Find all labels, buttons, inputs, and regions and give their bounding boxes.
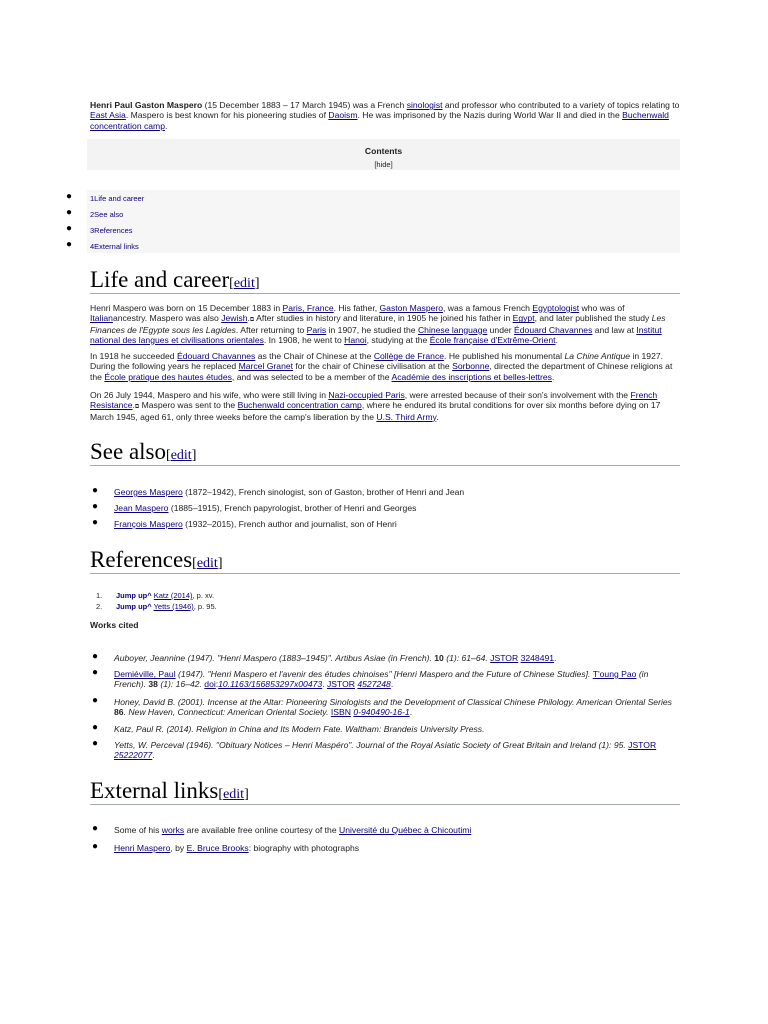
link-gaston-maspero[interactable]: Gaston Maspero (379, 303, 444, 313)
bullet-icon: ● (92, 651, 99, 662)
bullet-icon: ● (92, 823, 99, 834)
edit-section-link: [edit] (229, 276, 260, 291)
link-buchenwald[interactable]: Buchenwald concentration camp (90, 110, 669, 131)
list-item: ● Demiéville, Paul (1947). "Henri Maspero et l'avenir des études chinoises" [Henri Maspero and the Future of Chinese Studies]. T'oung Pao (in French). 38 (1): 16–42. doi:10.1163/156853297x00473. JSTOR 4527248. (92, 667, 649, 690)
external-link-icon: ⧉ (249, 317, 255, 324)
link-uqac[interactable]: Université du Québec à Chicoutimi (339, 825, 472, 835)
link-buchenwald[interactable]: Buchenwald concentration camp (237, 400, 362, 411)
link-edouard-chavannes[interactable]: Édouard Chavannes (176, 351, 256, 361)
toc-item-references[interactable]: ● 3References (66, 223, 133, 235)
link-jstor-id[interactable]: 25222077 (114, 750, 153, 761)
link-jean-maspero[interactable]: Jean Maspero (114, 503, 169, 513)
link-french-resistance[interactable]: French Resistance (90, 390, 658, 411)
list-item: ● Auboyer, Jeannine (1947). "Henri Maspero (1883–1945)". Artibus Asiae (in French). 10 (1): 61–64. JSTOR 3248491. (92, 651, 557, 663)
link-daoism[interactable]: Daoism (328, 110, 358, 121)
link-toung-pao[interactable]: T'oung Pao (592, 669, 637, 679)
reference-note: 1. Jump up^ Katz (2014), p. xv. (96, 591, 215, 600)
bullet-icon: ● (92, 485, 99, 496)
link-demieville[interactable]: Demiéville, Paul (114, 669, 176, 679)
life-paragraph-3: On 26 July 1944, Maspero and his wife, who were still living in Nazi-occupied Paris, were arrested because of their son's involvement with the French Resistance.⧉ Maspero was sent to the Buchenwald concentration camp, where he endured its brutal conditions for over six months before dying on 17 March 1945, aged 61, only three weeks before the camp's liberation by the U.S. Third Army. (90, 390, 661, 422)
link-us-third-army[interactable]: U.S. Third Army (376, 411, 437, 422)
link-yetts-1946[interactable]: Yetts (1946) (153, 602, 194, 611)
bullet-icon: ● (66, 191, 73, 202)
link-jstor[interactable]: JSTOR (628, 740, 657, 750)
bullet-icon: ● (92, 722, 99, 733)
link-isbn-number[interactable]: 0-940490-16-1 (353, 707, 410, 718)
edit-section-link: [edit] (218, 787, 249, 802)
link-east-asia[interactable]: East Asia (90, 110, 126, 121)
list-item: ● Yetts, W. Perceval (1946). "Obituary Notices – Henri Maspéro". Journal of the Royal Asiatic Society of Great Britain and Ireland (1): 95. JSTOR 25222077. (92, 738, 657, 761)
heading-see-also: See also[edit] (90, 440, 680, 466)
heading-life-and-career: Life and career[edit] (90, 268, 680, 294)
link-sinologist[interactable]: sinologist (406, 100, 443, 110)
jump-up-link[interactable]: Jump up^ (116, 602, 152, 611)
edit-section-link: [edit] (192, 556, 223, 571)
reference-note: 2. Jump up^ Yetts (1946), p. 95. (96, 602, 217, 611)
bullet-icon: ● (92, 667, 99, 678)
bullet-icon: ● (92, 738, 99, 749)
bullet-icon: ● (92, 517, 99, 528)
works-cited-heading: Works cited (90, 620, 139, 630)
toc-hide-toggle[interactable]: [hide] (374, 160, 393, 169)
link-georges-maspero[interactable]: Georges Maspero (114, 487, 183, 497)
list-item: ● Jean Maspero (1885–1915), French papyrologist, brother of Henri and Georges (92, 501, 417, 513)
link-egypt[interactable]: Egypt (512, 313, 535, 324)
list-item: ● Georges Maspero (1872–1942), French sinologist, son of Gaston, brother of Henri and Jean (92, 485, 465, 497)
article-subject: Henri Paul Gaston Maspero (90, 100, 203, 110)
list-item: ● Katz, Paul R. (2014). Religion in China and Its Modern Fate. Waltham: Brandeis University Press. (92, 722, 485, 734)
link-marcel-granet[interactable]: Marcel Granet (238, 361, 294, 372)
toc-item-life-and-career[interactable]: ● 1Life and career (66, 191, 145, 203)
link-academie[interactable]: Académie des inscriptions et belles-lettres (391, 371, 552, 382)
link-inalco[interactable]: Institut national des langues et civilisations orientales (90, 324, 662, 345)
bullet-icon: ● (66, 239, 73, 250)
link-isbn[interactable]: ISBN (330, 707, 351, 718)
link-sorbonne[interactable]: Sorbonne (452, 361, 490, 372)
list-item: ● Honey, David B. (2001). Incense at the Altar: Pioneering Sinologists and the Development of Classical Chinese Philology. American Oriental Series 86. New Haven, Connecticut: American Oriental Society. ISBN 0-940490-16-1. (92, 695, 672, 718)
heading-external-links: External links[edit] (90, 779, 680, 805)
link-jstor[interactable]: JSTOR (490, 653, 519, 663)
list-item: ● Some of his works are available free online courtesy of the Université du Québec à Chicoutimi (92, 823, 472, 835)
link-jstor[interactable]: JSTOR (326, 679, 355, 690)
link-doi-id[interactable]: 10.1163/156853297x00473 (218, 679, 323, 690)
link-egyptologist[interactable]: Egyptologist (532, 303, 580, 313)
bullet-icon: ● (92, 501, 99, 512)
link-works[interactable]: works (161, 825, 185, 835)
bullet-icon: ● (66, 223, 73, 234)
link-italian[interactable]: Italian (90, 313, 113, 324)
link-hanoi[interactable]: Hanoi (344, 334, 367, 345)
link-paris[interactable]: Paris (306, 324, 327, 335)
link-doi[interactable]: doi (204, 679, 216, 690)
link-jstor-id[interactable]: 3248491 (520, 653, 555, 663)
life-paragraph-2: In 1918 he succeeded Édouard Chavannes as the Chair of Chinese at the Collège de France. He published his monumental La Chine Antique in 1927. During the following years he replaced Marcel Granet for the chair of Chinese civilisation at the Sorbonne, directed the department of Chinese religions at the École pratique des hautes études, and was selected to be a member of the Académie des inscriptions et belles-lettres. (90, 351, 673, 382)
link-ephe[interactable]: École pratique des hautes études (104, 371, 232, 382)
link-katz-2014[interactable]: Katz (2014) (153, 591, 193, 600)
link-jstor-id[interactable]: 4527248 (357, 679, 391, 690)
link-jewish[interactable]: Jewish (221, 313, 248, 324)
link-nazi-occupied-paris[interactable]: Nazi-occupied Paris (328, 390, 405, 400)
link-francois-maspero[interactable]: François Maspero (114, 519, 183, 529)
link-chinese-language[interactable]: Chinese language (417, 324, 488, 335)
link-college-de-france[interactable]: Collège de France (373, 351, 445, 361)
toc-item-see-also[interactable]: ● 2See also (66, 207, 124, 219)
link-bruce-brooks[interactable]: E. Bruce Brooks (186, 843, 249, 853)
link-efeo[interactable]: École française d'Extrême-Orient (429, 334, 556, 345)
jump-up-link[interactable]: Jump up^ (116, 591, 152, 600)
link-paris-france[interactable]: Paris, France (282, 303, 334, 313)
bullet-icon: ● (92, 695, 99, 706)
list-item: ● François Maspero (1932–2015), French author and journalist, son of Henri (92, 517, 397, 529)
bullet-icon: ● (66, 207, 73, 218)
toc-item-external-links[interactable]: ● 4External links (66, 239, 139, 251)
heading-references: References[edit] (90, 548, 680, 574)
toc-header (87, 139, 680, 170)
toc-list (66, 190, 680, 253)
list-item: ● Henri Maspero, by E. Bruce Brooks: biography with photographs (92, 841, 360, 853)
link-henri-maspero-bio[interactable]: Henri Maspero (114, 843, 171, 853)
external-link-icon: ⧉ (134, 404, 140, 411)
bullet-icon: ● (92, 841, 99, 852)
edit-section-link: [edit] (166, 448, 197, 463)
life-paragraph-1: Henri Maspero was born on 15 December 1883 in Paris, France. His father, Gaston Maspero, was a famous French Egyptologist who was of Italianancestry. Maspero was also Jewish.⧉ After studies in history and literature, in 1905 he joined his father in Egypt, and later published the study Les Finances de l'Egypte sous les Lagides. After returning to Paris in 1907, he studied the Chinese language under Édouard Chavannes and law at Institut national des langues et civilisations orientales. In 1908, he went to Hanoi, studying at the École française d'Extrême-Orient. (90, 303, 666, 345)
toc-title: Contents (364, 146, 403, 156)
link-edouard-chavannes[interactable]: Édouard Chavannes (514, 324, 593, 335)
intro-paragraph: Henri Paul Gaston Maspero (15 December 1883 – 17 March 1945) was a French sinologist and professor who contributed to a variety of topics relating to East Asia. Maspero is best known for his pioneering studies of Daoism. He was imprisoned by the Nazis during World War II and died in the Buchenwald concentration camp. (90, 100, 680, 131)
